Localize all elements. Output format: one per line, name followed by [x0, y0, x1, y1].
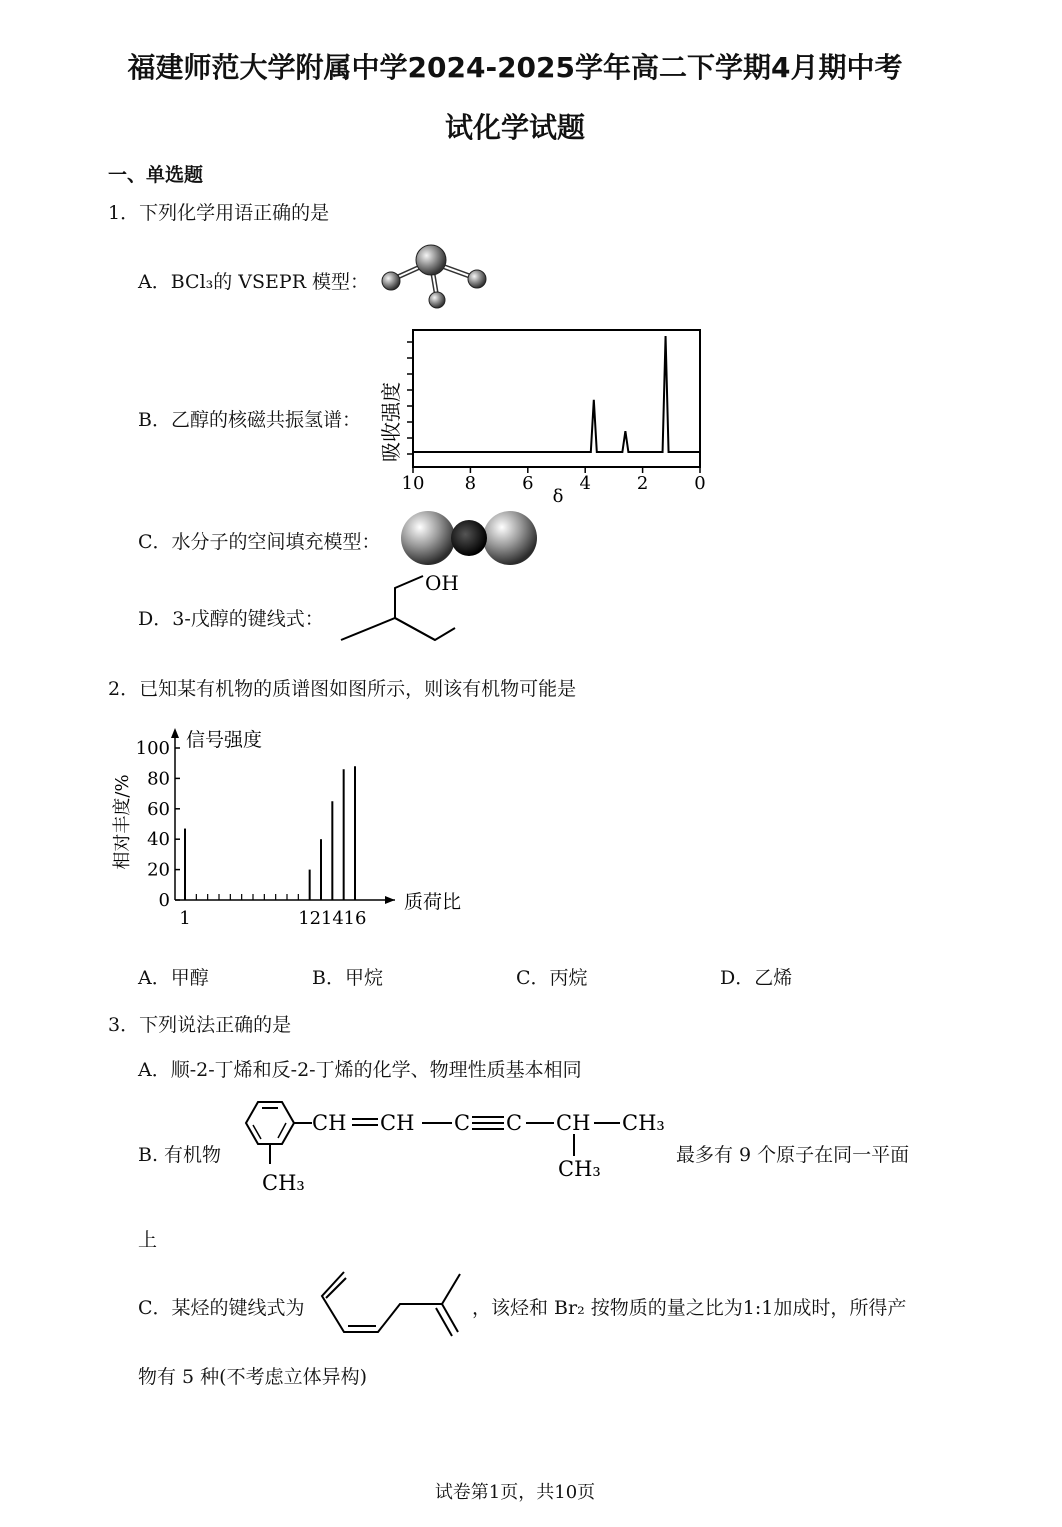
chain-ch-2: CH: [380, 1111, 415, 1135]
nmr-xtick-label: 4: [579, 473, 591, 494]
chart-axes: [171, 728, 395, 904]
section-header: 一、单选题: [108, 164, 204, 186]
q3-option-b-continuation: 上: [138, 1229, 158, 1251]
nmr-ylabel: 吸收强度: [379, 382, 403, 462]
mass-spectrum-chart: [110, 722, 480, 932]
q3-option-a: A．顺-2-丁烯和反-2-丁烯的化学、物理性质基本相同: [138, 1059, 582, 1081]
nmr-trace: [413, 336, 700, 452]
nmr-xtick-label: 2: [636, 473, 649, 494]
chain-ch3-end: CH₃: [622, 1111, 665, 1135]
hydrocarbon-skeletal-formula: [318, 1266, 468, 1342]
q1-option-d: D．3-戊醇的键线式：: [138, 608, 324, 630]
water-space-filling-model: [398, 508, 543, 568]
chain-c-2: C: [506, 1111, 523, 1135]
q3-option-c-suffix: ，该烃和 Br₂ 按物质的量之比为1:1加成时，所得产: [472, 1297, 907, 1319]
page-footer: 试卷第1页，共10页: [434, 1482, 596, 1503]
q2-option-b: B．甲烷: [312, 967, 383, 989]
q2-option-a: A．甲醇: [138, 967, 209, 989]
branch-ch3: CH₃: [558, 1157, 601, 1181]
q2-option-c: C．丙烷: [516, 967, 588, 989]
pentanol-skeletal-formula: [335, 568, 475, 660]
chart-ylabel: 相对丰度/%: [112, 774, 133, 870]
chain-c-1: C: [454, 1111, 471, 1135]
ring-ch3: CH₃: [262, 1171, 305, 1195]
y-tick-label: 60: [147, 798, 170, 820]
q1-option-a: A．BCl₃的 VSEPR 模型：: [138, 271, 370, 293]
nmr-axes: [407, 330, 700, 467]
bcl3-model-image: [375, 240, 495, 315]
q2-stem: 2．已知某有机物的质谱图如图所示，则该有机物可能是: [108, 678, 577, 700]
y-tick-label: 100: [135, 738, 170, 759]
q3-option-c-continuation: 物有 5 种(不考虑立体异构): [138, 1366, 367, 1388]
page-title-line2: 试化学试题: [444, 111, 585, 144]
y-tick-label: 20: [147, 859, 170, 881]
page-title-line1: 福建师范大学附属中学2024-2025学年高二下学期4月期中考: [127, 51, 903, 84]
nmr-xlabel: δ: [552, 486, 564, 507]
x-tick-label: 12: [298, 908, 322, 929]
nmr-spectrum: [370, 322, 715, 507]
q1-stem: 1．下列化学用语正确的是: [108, 202, 330, 224]
x-tick-label: 14: [320, 908, 344, 929]
x-tick-label: 1: [179, 908, 191, 929]
q3-option-c-prefix: C．某烃的键线式为: [138, 1297, 305, 1319]
q3-option-b-suffix: 最多有 9 个原子在同一平面: [676, 1144, 910, 1166]
q1-option-b: B．乙醇的核磁共振氢谱：: [138, 409, 361, 431]
y-tick-label: 0: [158, 890, 170, 911]
q3-stem: 3．下列说法正确的是: [108, 1014, 292, 1036]
y-tick-label: 40: [147, 829, 170, 851]
oh-label: OH: [425, 571, 459, 595]
q3-option-b-prefix: B. 有机物: [138, 1144, 222, 1166]
q2-option-d: D．乙烯: [720, 967, 793, 989]
nmr-xtick-label: 8: [464, 473, 477, 494]
chart-title: 信号强度: [186, 729, 263, 751]
y-tick-label: 80: [147, 768, 170, 790]
hydrogen-atom-left: [401, 511, 455, 565]
nmr-xtick-label: 0: [694, 473, 706, 494]
chart-xlabel: 质荷比: [404, 891, 462, 913]
x-tick-label: 16: [343, 908, 367, 929]
chain-ch-1: CH: [312, 1111, 347, 1135]
chain-ch-3: CH: [556, 1111, 591, 1135]
oxygen-atom: [451, 520, 487, 556]
nmr-xtick-label: 10: [401, 473, 425, 494]
nmr-xtick-label: 6: [522, 473, 534, 494]
q3-b-structure: [228, 1092, 673, 1202]
hydrogen-atom-right: [483, 511, 537, 565]
q1-option-c: C．水分子的空间填充模型：: [138, 531, 381, 553]
